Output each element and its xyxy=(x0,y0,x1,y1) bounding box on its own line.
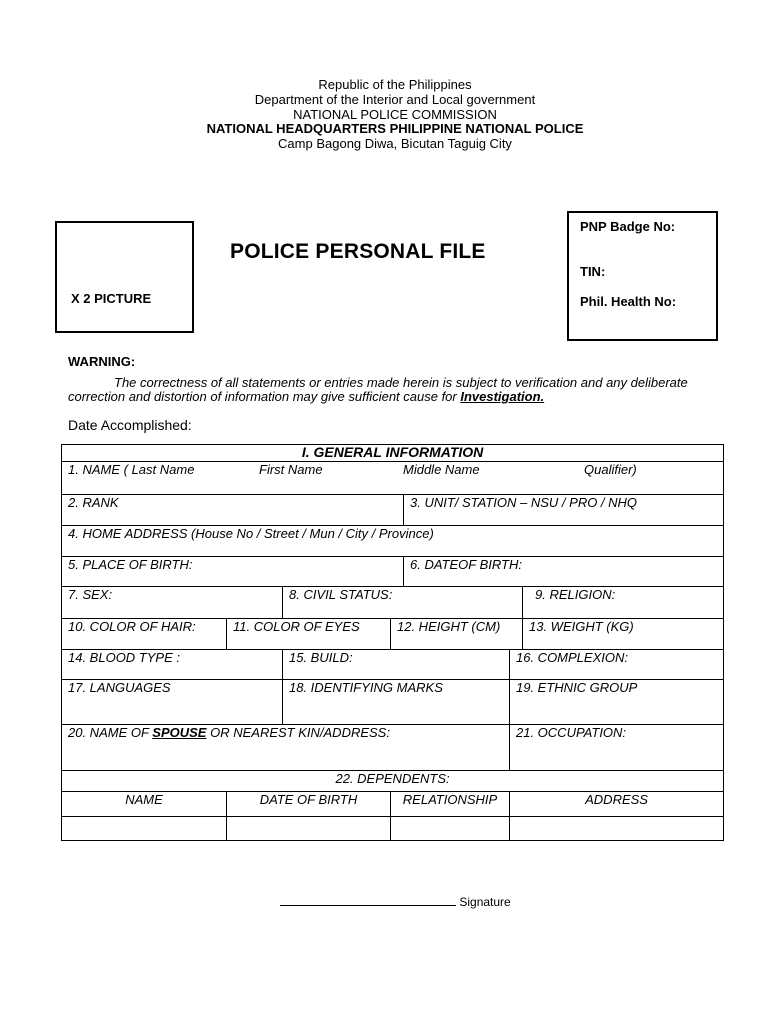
dependents-col-name: NAME xyxy=(62,792,227,817)
header-pnp-hq: NATIONAL HEADQUARTERS PHILIPPINE NATIONAL POLICE xyxy=(206,121,584,136)
dependents-col-relationship: RELATIONSHIP xyxy=(391,792,510,817)
hair-color-field[interactable]: 10. COLOR OF HAIR: xyxy=(62,619,227,650)
occupation-field[interactable]: 21. OCCUPATION: xyxy=(510,725,724,771)
first-name-label: First Name xyxy=(259,462,323,477)
date-accomplished-label: Date Accomplished: xyxy=(68,417,192,433)
header-department: Department of the Interior and Local government xyxy=(254,92,536,107)
dependents-col-address: ADDRESS xyxy=(510,792,724,817)
header-address: Camp Bagong Diwa, Bicutan Taguig City xyxy=(278,136,512,151)
spouse-label-pre: 20. NAME OF xyxy=(68,725,153,740)
spouse-emphasis: SPOUSE xyxy=(152,725,207,740)
signature-block[interactable] xyxy=(280,895,511,909)
blood-type-field[interactable]: 14. BLOOD TYPE : xyxy=(62,650,283,680)
complexion-field[interactable]: 16. COMPLEXION: xyxy=(510,650,724,680)
eye-color-field[interactable]: 11. COLOR OF EYES xyxy=(227,619,391,650)
dependent-name-cell[interactable] xyxy=(62,817,227,841)
civil-status-field[interactable]: 8. CIVIL STATUS: xyxy=(283,587,523,619)
place-of-birth-field[interactable]: 5. PLACE OF BIRTH: xyxy=(62,557,404,587)
ethnic-group-field[interactable]: 19. ETHNIC GROUP xyxy=(510,680,724,725)
date-of-birth-field[interactable]: 6. DATEOF BIRTH: xyxy=(404,557,724,587)
section-title-cell xyxy=(62,445,724,462)
home-address-field[interactable]: 4. HOME ADDRESS (House No / Street / Mun / City / Province) xyxy=(62,526,724,557)
sex-field[interactable]: 7. SEX: xyxy=(62,587,283,619)
warning-emphasis: Investigation. xyxy=(460,389,545,404)
religion-field[interactable]: 9. RELIGION: xyxy=(523,587,724,619)
dependent-address-cell[interactable] xyxy=(510,817,724,841)
identifying-marks-field[interactable]: 18. IDENTIFYING MARKS xyxy=(283,680,510,725)
signature-label: Signature xyxy=(459,895,511,909)
signature-line[interactable] xyxy=(280,895,456,906)
rank-field[interactable]: 2. RANK xyxy=(62,495,404,526)
picture-box xyxy=(55,221,194,333)
weight-field[interactable]: 13. WEIGHT (KG) xyxy=(523,619,724,650)
spouse-label-post: OR NEAREST KIN/ADDRESS: xyxy=(206,725,390,740)
spouse-kin-field[interactable] xyxy=(62,725,510,771)
dependents-col-dob: DATE OF BIRTH xyxy=(227,792,391,817)
middle-name-label: Middle Name xyxy=(403,462,480,477)
dependent-dob-cell[interactable] xyxy=(227,817,391,841)
id-numbers-box xyxy=(567,211,718,341)
warning-title: WARNING: xyxy=(68,354,136,369)
warning-body: The correctness of all statements or entries made herein is subject to verification and any deliberate correction and distortion of information may give sufficient cause for xyxy=(68,375,688,404)
height-field[interactable]: 12. HEIGHT (CM) xyxy=(391,619,523,650)
tin-label: TIN: xyxy=(580,264,606,279)
languages-field[interactable]: 17. LANGUAGES xyxy=(62,680,283,725)
badge-number-label: PNP Badge No: xyxy=(580,219,676,234)
name-field[interactable] xyxy=(62,462,724,495)
header-republic: Republic of the Philippines xyxy=(318,77,472,92)
unit-station-field[interactable]: 3. UNIT/ STATION – NSU / PRO / NHQ xyxy=(404,495,724,526)
dependent-relationship-cell[interactable] xyxy=(391,817,510,841)
philhealth-label: Phil. Health No: xyxy=(580,294,677,309)
page-title: POLICE PERSONAL FILE xyxy=(230,240,486,263)
general-information-table xyxy=(61,444,724,841)
dependents-header: 22. DEPENDENTS: xyxy=(62,771,724,792)
picture-label: X 2 PICTURE xyxy=(71,291,152,306)
header-napolcom: NATIONAL POLICE COMMISSION xyxy=(293,107,497,122)
build-field[interactable]: 15. BUILD: xyxy=(283,650,510,680)
warning-text xyxy=(68,376,728,404)
name-label: 1. NAME ( Last Name xyxy=(68,462,195,477)
section-title: I. GENERAL INFORMATION xyxy=(301,444,484,460)
qualifier-label: Qualifier) xyxy=(584,462,637,477)
